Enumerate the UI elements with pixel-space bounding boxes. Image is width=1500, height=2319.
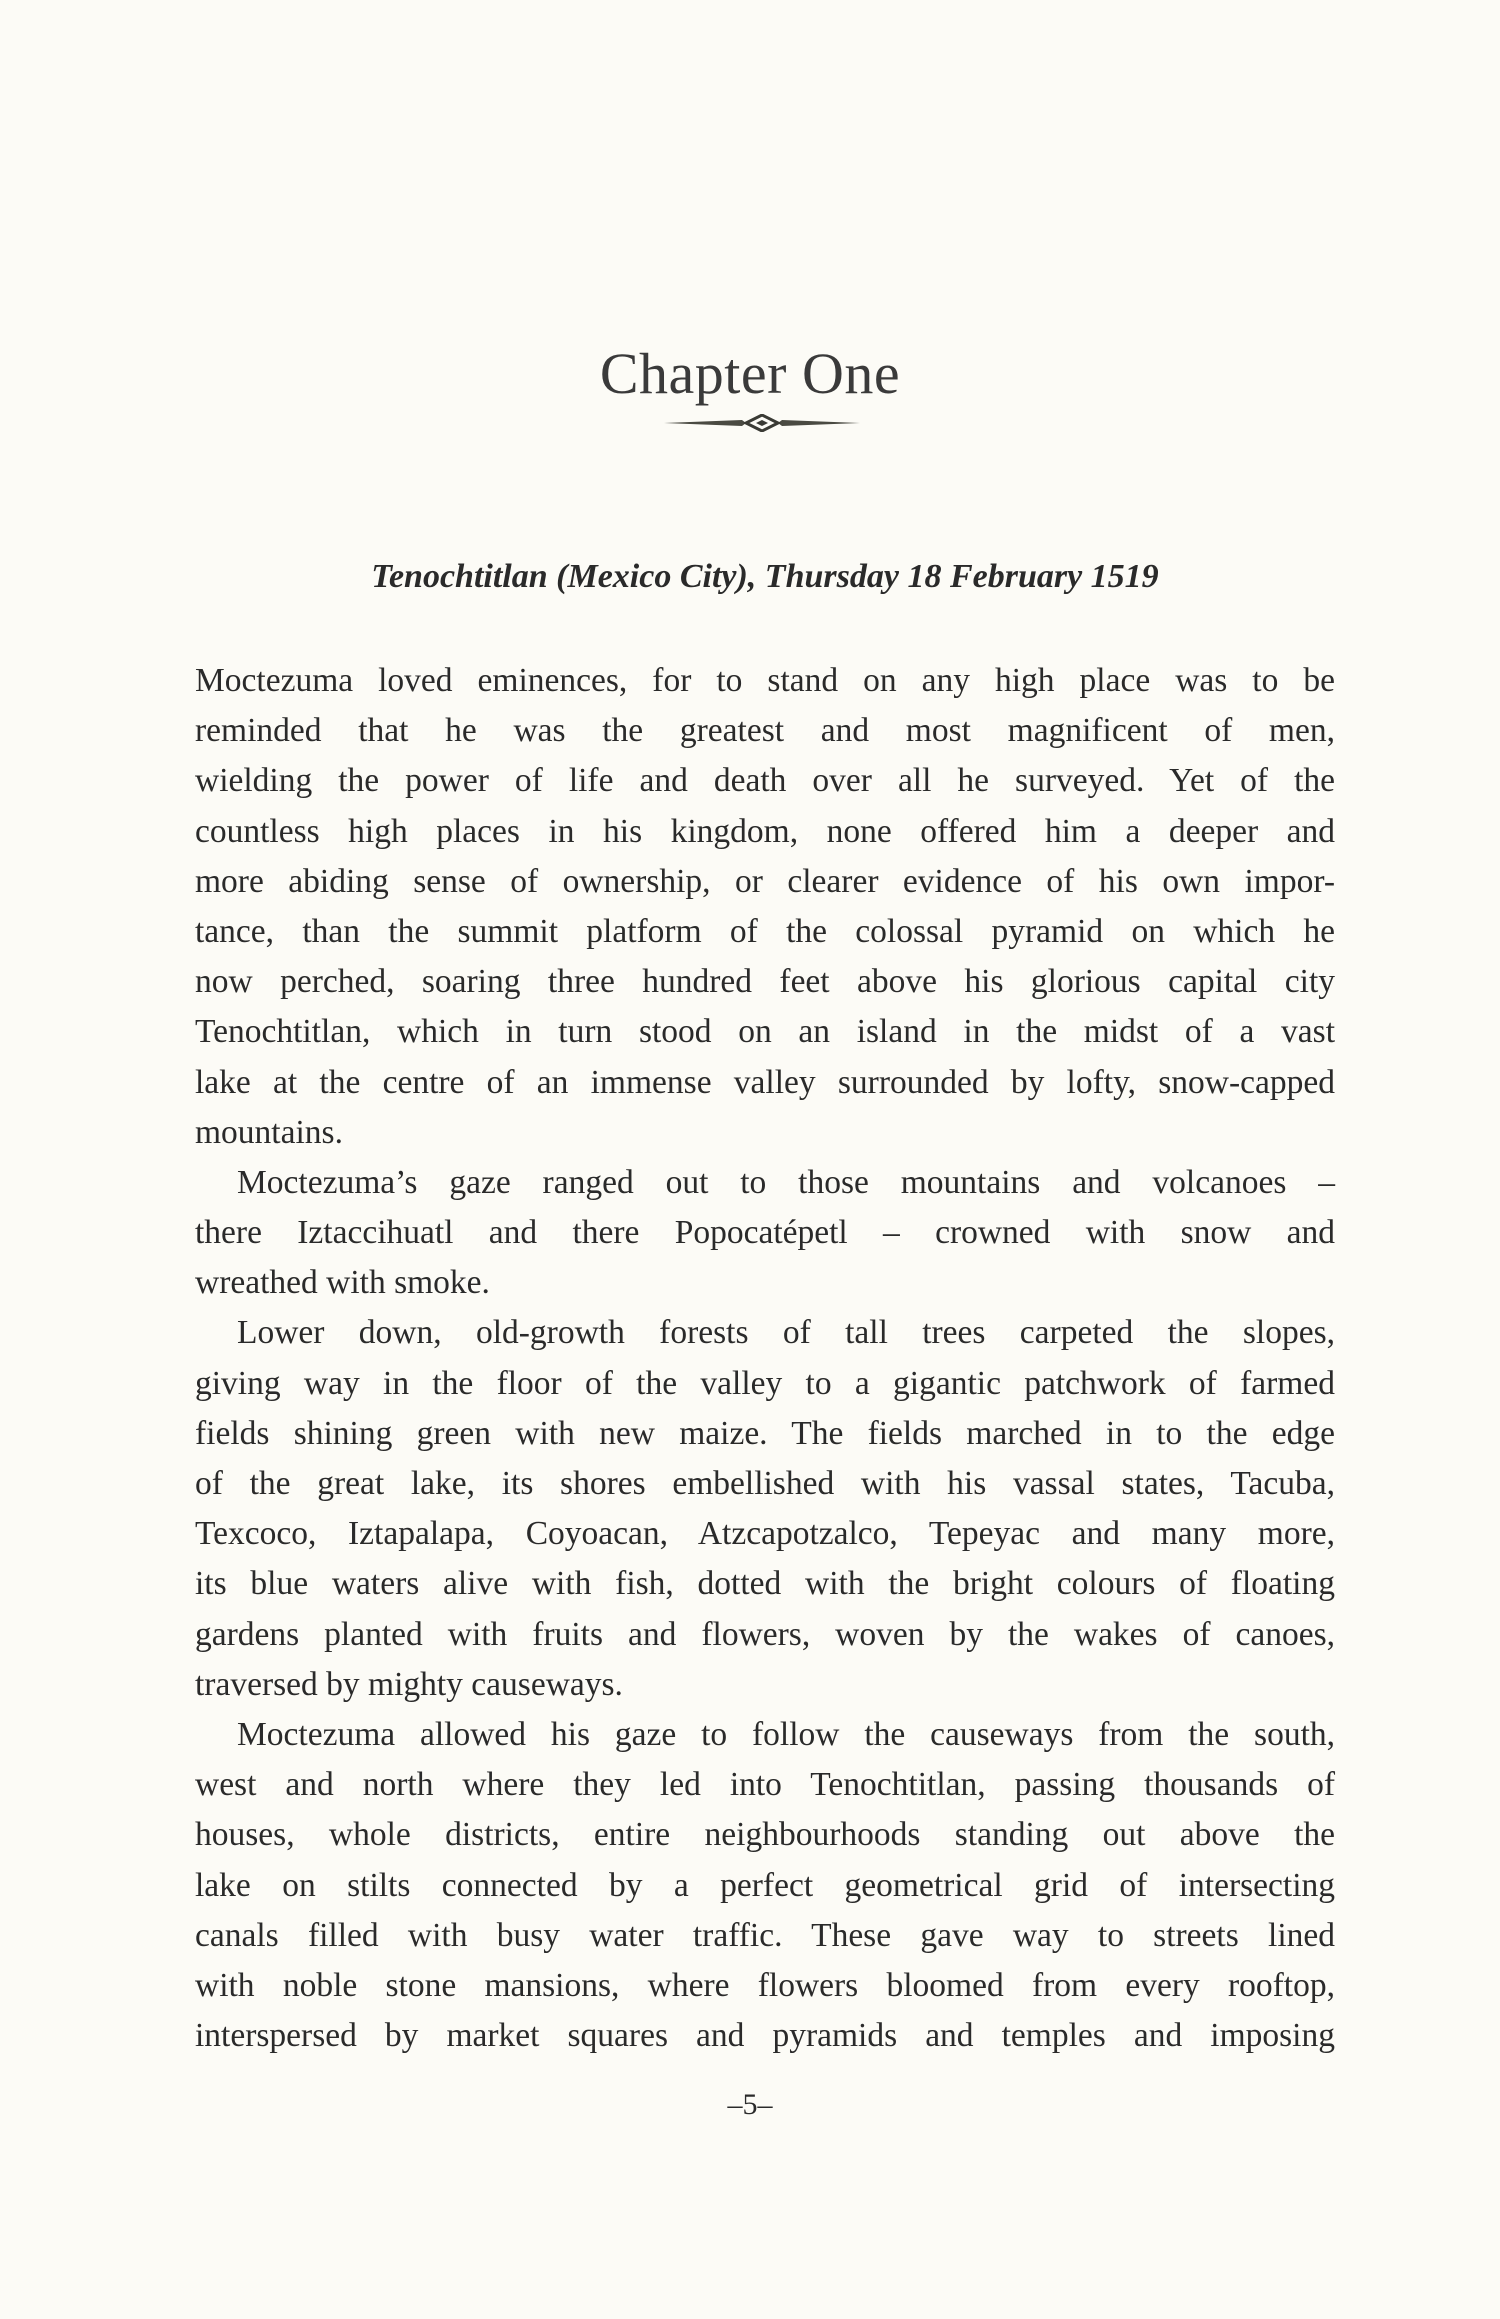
text-line: Texcoco, Iztapalapa, Coyoacan, Atzcapotzalco, Tepeyac and many more,: [195, 1515, 1335, 1553]
text-line: houses, whole districts, entire neighbourhoods standing out above the: [195, 1816, 1335, 1854]
text-line: mountains.: [195, 1113, 343, 1151]
text-line: of the great lake, its shores embellished with his vassal states, Tacuba,: [195, 1465, 1335, 1502]
text-line: reminded that he was the greatest and most magnificent of men,: [195, 712, 1335, 750]
body-text: [195, 656, 1335, 2061]
paragraph: [195, 1158, 1335, 1309]
paragraph: [195, 656, 1335, 1158]
text-line: lake on stilts connected by a perfect geometrical grid of intersecting: [195, 1866, 1335, 1904]
paragraph: [195, 1308, 1335, 1710]
text-line: giving way in the floor of the valley to a gigantic patchwork of farmed: [195, 1364, 1335, 1402]
text-line: wreathed with smoke.: [195, 1264, 490, 1302]
text-line: Moctezuma’s gaze ranged out to those mountains and volcanoes –: [237, 1163, 1335, 1201]
text-line: now perched, soaring three hundred feet above his glorious capital city: [195, 963, 1335, 1001]
text-line: with noble stone mansions, where flowers bloomed from every rooftop,: [195, 1966, 1335, 2004]
text-line: gardens planted with fruits and flowers, woven by the wakes of canoes,: [195, 1615, 1335, 1653]
text-line: canals filled with busy water traffic. These gave way to streets lined: [195, 1916, 1335, 1954]
text-line: interspersed by market squares and pyramids and temples and imposing: [195, 2017, 1335, 2055]
text-line: Moctezuma allowed his gaze to follow the causeways from the south,: [237, 1715, 1335, 1753]
dateline: Tenochtitlan (Mexico City), Thursday 18 February 1519: [371, 558, 1159, 595]
text-line: traversed by mighty causeways.: [195, 1665, 623, 1703]
text-line: more abiding sense of ownership, or clearer evidence of his own impor-: [195, 862, 1335, 900]
text-line: its blue waters alive with fish, dotted with the bright colours of floating: [195, 1565, 1335, 1603]
text-line: Moctezuma loved eminences, for to stand on any high place was to be: [195, 662, 1335, 699]
chapter-ornament-icon: [662, 414, 862, 432]
text-line: countless high places in his kingdom, none offered him a deeper and: [195, 812, 1335, 850]
text-line: Lower down, old-growth forests of tall trees carpeted the slopes,: [237, 1314, 1335, 1352]
text-line: Tenochtitlan, which in turn stood on an island in the midst of a vast: [195, 1013, 1335, 1051]
text-line: there Iztaccihuatl and there Popocatépetl – crowned with snow and: [195, 1214, 1335, 1252]
page-number: –5–: [727, 2088, 773, 2121]
paragraph: [195, 1710, 1335, 2061]
text-line: tance, than the summit platform of the colossal pyramid on which he: [195, 912, 1335, 950]
chapter-title: Chapter One: [599, 341, 901, 406]
text-line: wielding the power of life and death over all he surveyed. Yet of the: [195, 762, 1335, 800]
text-line: west and north where they led into Tenochtitlan, passing thousands of: [195, 1766, 1335, 1804]
text-line: fields shining green with new maize. The fields marched in to the edge: [195, 1414, 1335, 1452]
text-line: lake at the centre of an immense valley surrounded by lofty, snow-capped: [195, 1063, 1335, 1101]
